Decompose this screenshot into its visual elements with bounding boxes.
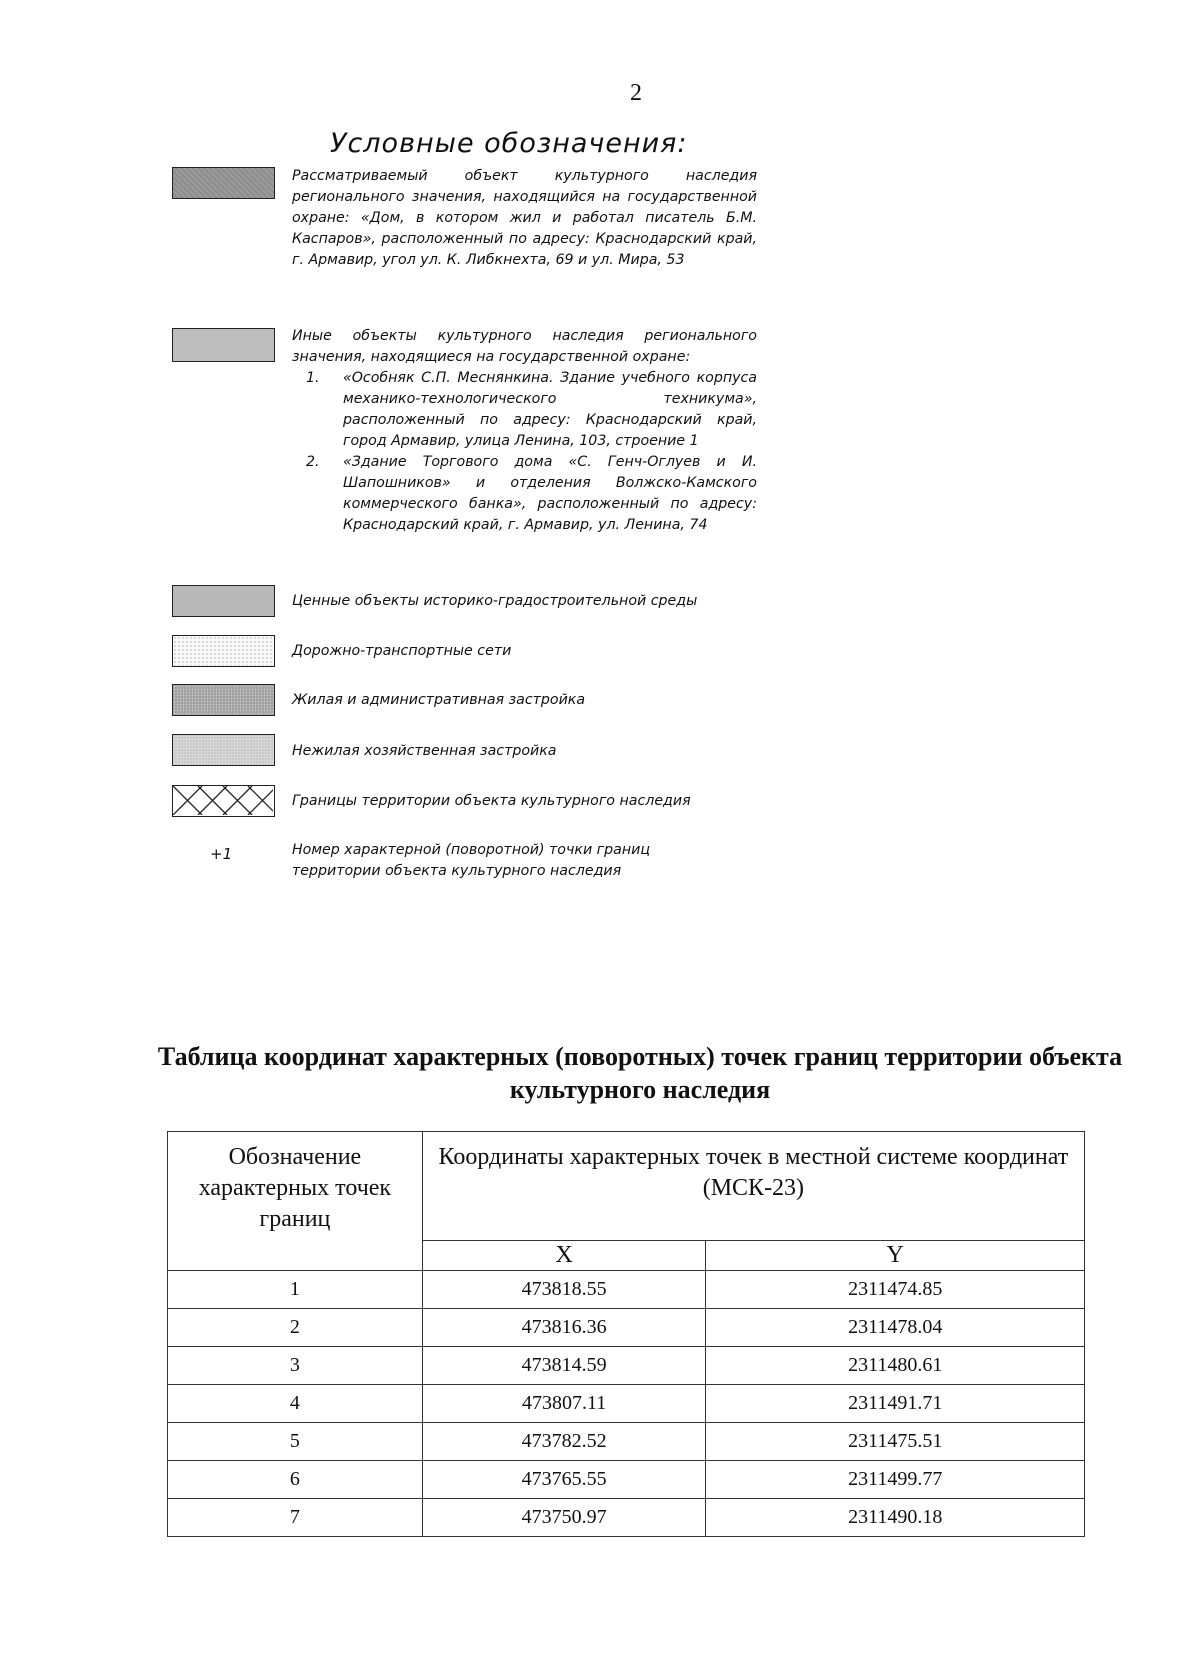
x-value: 473814.59: [422, 1347, 706, 1385]
legend-block-other-heritage: [292, 326, 757, 536]
x-value: 473818.55: [422, 1271, 706, 1309]
table-row: [168, 1271, 1085, 1309]
list-text: «Особняк С.П. Меснянкина. Здание учебного корпуса механико-технологического техникума», расположенный по адресу: Краснодарский край, город Армавир, улица Ленина, 103, строение 1: [343, 370, 757, 449]
legend-list-item: [292, 368, 757, 452]
point-id: 3: [168, 1347, 423, 1385]
legend-symbol-road-networks: [172, 635, 275, 667]
table-row: [168, 1499, 1085, 1537]
page-number: 2: [630, 80, 642, 106]
legend-text-residential: Жилая и административная застройка: [292, 692, 586, 708]
legend-symbol-heritage-object: [172, 167, 275, 199]
x-value: 473765.55: [422, 1461, 706, 1499]
legend-text-other-heritage-intro: Иные объекты культурного наследия регионального значения, находящиеся на государственной охране:: [292, 328, 757, 365]
legend-symbol-valuable-objects: [172, 585, 275, 617]
column-header-y: Y: [706, 1241, 1085, 1271]
crosshatch-icon: [173, 786, 273, 815]
y-value: 2311499.77: [706, 1461, 1085, 1499]
y-value: 2311491.71: [706, 1385, 1085, 1423]
y-value: 2311490.18: [706, 1499, 1085, 1537]
list-text: «Здание Торгового дома «С. Генч-Оглуев и И. Шапошников» и отделения Волжско-Камского коммерческого банка», расположенный по адресу: Краснодарский край, г. Армавир, ул. Ленина, 74: [343, 454, 757, 533]
column-header-x: X: [422, 1241, 706, 1271]
legend-text-point-number: Номер характерной (поворотной) точки границ территории объекта культурного наследия: [292, 842, 650, 879]
point-id: 5: [168, 1423, 423, 1461]
point-id: 4: [168, 1385, 423, 1423]
point-id: 6: [168, 1461, 423, 1499]
y-value: 2311480.61: [706, 1347, 1085, 1385]
legend-symbol-residential: [172, 684, 275, 716]
table-row: [168, 1309, 1085, 1347]
point-id: 1: [168, 1271, 423, 1309]
y-value: 2311475.51: [706, 1423, 1085, 1461]
x-value: 473807.11: [422, 1385, 706, 1423]
legend-symbol-non-residential: [172, 734, 275, 766]
legend-symbol-boundary-hatch: [172, 785, 275, 817]
table-row: [168, 1385, 1085, 1423]
legend-other-heritage-list: [292, 368, 757, 536]
column-header-coordinates: Координаты характерных точек в местной системе координат (МСК-23): [422, 1132, 1084, 1241]
legend-list-item: [292, 452, 757, 536]
legend-symbol-other-heritage: [172, 328, 275, 362]
list-number: 1.: [306, 370, 320, 386]
x-value: 473750.97: [422, 1499, 706, 1537]
point-id: 2: [168, 1309, 423, 1347]
point-id: 7: [168, 1499, 423, 1537]
table-row: [168, 1461, 1085, 1499]
legend-text-valuable-objects: Ценные объекты историко-градостроительной среды: [292, 593, 698, 609]
legend-text-non-residential: Нежилая хозяйственная застройка: [292, 743, 557, 759]
y-value: 2311478.04: [706, 1309, 1085, 1347]
legend-text-boundary: Границы территории объекта культурного наследия: [292, 793, 691, 809]
y-value: 2311474.85: [706, 1271, 1085, 1309]
legend-text-heritage-object: Рассматриваемый объект культурного наследия регионального значения, находящийся на государственной охране: «Дом, в котором жил и работал писатель Б.М. Каспаров», расположенный по адресу: Краснодарский край, г. Армавир, угол ул. К. Либкнехта, 69 и ул. Мира, 53: [292, 168, 757, 268]
x-value: 473782.52: [422, 1423, 706, 1461]
x-value: 473816.36: [422, 1309, 706, 1347]
coordinates-table: [167, 1131, 1085, 1537]
table-row: [168, 1347, 1085, 1385]
table-row: [168, 1423, 1085, 1461]
column-header-point: Обозначение характерных точек границ: [168, 1132, 423, 1271]
legend-text-road-networks: Дорожно-транспортные сети: [292, 643, 512, 659]
legend-title: Условные обозначения:: [330, 128, 688, 159]
list-number: 2.: [306, 454, 320, 470]
point-number-marker: +1: [210, 845, 233, 863]
table-title: Таблица координат характерных (поворотных) точек границ территории объекта культурного наследия: [157, 1042, 1123, 1104]
